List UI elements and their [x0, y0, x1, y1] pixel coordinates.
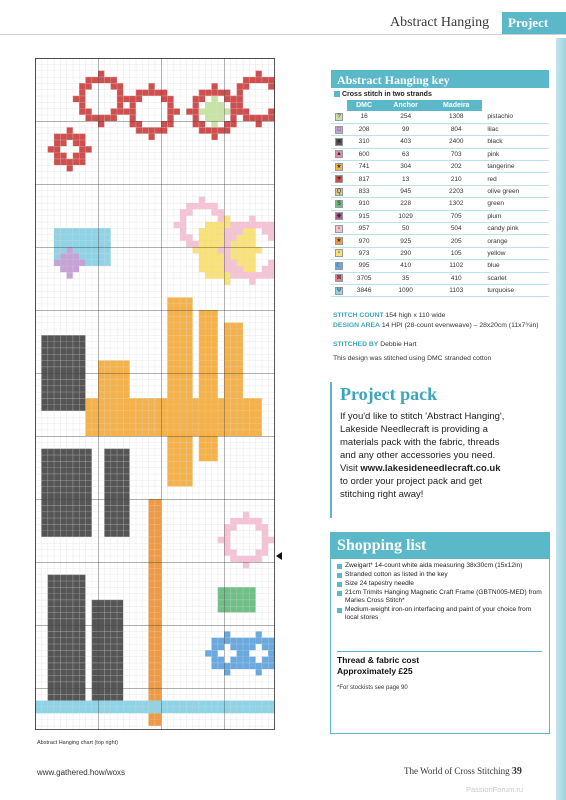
- thread-fabric-cost: [337, 655, 419, 677]
- key-madeira: 410: [430, 272, 482, 284]
- thread-swatch-icon: ☾: [336, 262, 342, 269]
- list-item: [337, 580, 542, 588]
- key-symbol: [331, 272, 347, 284]
- project-pack-intro: If you'd like to stitch 'Abstract Hanging', Lakeside Needlecraft is providing a materials pack with the fabric, threads and any other accessories you need. Visit: [340, 411, 505, 474]
- header-divider: [0, 34, 566, 35]
- design-area-value: 14 HPI (28-count evenweave) – 28x20cm (11x7¾in): [381, 322, 539, 329]
- project-pack-outro: to order your project pack and get stitching right away!: [340, 476, 483, 500]
- thread-swatch-icon: ⊠: [336, 275, 342, 282]
- thread-swatch-icon: ▲: [336, 151, 342, 158]
- key-madeira: 804: [430, 123, 482, 135]
- key-colour-name: pistachio: [482, 111, 549, 123]
- key-anchor: 254: [381, 111, 430, 123]
- key-dmc: 833: [347, 185, 381, 197]
- key-anchor: 35: [381, 272, 430, 284]
- key-symbol: [331, 123, 347, 135]
- key-dmc: 741: [347, 161, 381, 173]
- key-colour-name: black: [482, 136, 549, 148]
- key-madeira: 705: [430, 210, 482, 222]
- key-symbol: [331, 284, 347, 296]
- key-anchor: 410: [381, 260, 430, 272]
- key-header-madeira: Madeira: [430, 100, 482, 111]
- key-dmc: 208: [347, 123, 381, 135]
- key-colour-name: yellow: [482, 247, 549, 259]
- key-anchor: 228: [381, 198, 430, 210]
- center-marker-arrow: [276, 552, 282, 560]
- design-area: [333, 321, 553, 330]
- key-row: [331, 185, 549, 197]
- thread-swatch-icon: ★: [336, 238, 342, 245]
- thread-swatch-icon: ?: [335, 113, 343, 121]
- stitched-by-label: STITCHED BY: [333, 341, 379, 348]
- key-symbol: [331, 198, 347, 210]
- key-colour-name: scarlet: [482, 272, 549, 284]
- key-row: [331, 198, 549, 210]
- key-colour-name: olive green: [482, 185, 549, 197]
- footer-magazine: [404, 766, 522, 777]
- list-item-text: Stranded cotton as listed in the key: [345, 570, 448, 578]
- key-madeira: 2400: [430, 136, 482, 148]
- key-dmc: 310: [347, 136, 381, 148]
- section-title: Abstract Hanging: [390, 15, 490, 30]
- chart-grid: [35, 58, 275, 730]
- thread-swatch-icon: ■: [335, 138, 343, 146]
- key-table: [331, 100, 549, 297]
- thread-swatch-icon: ★: [336, 163, 342, 170]
- key-dmc: 817: [347, 173, 381, 185]
- key-row: [331, 260, 549, 272]
- key-row: [331, 173, 549, 185]
- key-colour-name: pink: [482, 148, 549, 160]
- key-colour-name: lilac: [482, 123, 549, 135]
- key-symbol: [331, 235, 347, 247]
- key-dmc: 16: [347, 111, 381, 123]
- key-colour-name: green: [482, 198, 549, 210]
- key-madeira: 105: [430, 247, 482, 259]
- key-header-name: [482, 100, 549, 111]
- key-madeira: 703: [430, 148, 482, 160]
- cost-label: Thread & fabric cost: [337, 655, 420, 665]
- key-madeira: 202: [430, 161, 482, 173]
- thread-swatch-icon: Q: [336, 188, 342, 195]
- key-madeira: 1308: [430, 111, 482, 123]
- key-colour-name: candy pink: [482, 223, 549, 235]
- thread-swatch-icon: ◆: [336, 213, 342, 220]
- watermark: PassionForum.ru: [466, 785, 524, 794]
- key-row: [331, 210, 549, 222]
- key-symbol: [331, 111, 347, 123]
- thread-swatch-icon: Ψ: [336, 287, 342, 294]
- key-anchor: 304: [381, 161, 430, 173]
- stitch-count: [333, 311, 553, 320]
- key-row: [331, 235, 549, 247]
- key-symbol: [331, 260, 347, 272]
- key-colour-name: plum: [482, 210, 549, 222]
- key-colour-name: turquoise: [482, 284, 549, 296]
- key-symbol: [331, 148, 347, 160]
- key-row: [331, 161, 549, 173]
- list-item-text: Size 24 tapestry needle: [345, 579, 414, 587]
- key-anchor: 63: [381, 148, 430, 160]
- key-subtitle-text: Cross stitch in two strands: [342, 91, 432, 98]
- key-colour-name: orange: [482, 235, 549, 247]
- thread-swatch-icon: □: [335, 126, 343, 134]
- project-pack-title: Project pack: [340, 384, 438, 404]
- key-madeira: 504: [430, 223, 482, 235]
- bullet-square-icon: [334, 91, 340, 97]
- key-anchor: 403: [381, 136, 430, 148]
- checkbox-square-icon: [337, 608, 342, 613]
- key-anchor: 1090: [381, 284, 430, 296]
- key-header-dmc: DMC: [347, 100, 381, 111]
- thread-swatch-icon: ♀: [336, 250, 342, 257]
- key-anchor: 290: [381, 247, 430, 259]
- thread-swatch-icon: ♥: [335, 175, 343, 183]
- key-symbol: [331, 223, 347, 235]
- cost-divider: [337, 651, 542, 652]
- key-madeira: 1102: [430, 260, 482, 272]
- key-dmc: 3846: [347, 284, 381, 296]
- key-symbol: [331, 136, 347, 148]
- key-row: [331, 148, 549, 160]
- key-symbol: [331, 173, 347, 185]
- key-colour-name: blue: [482, 260, 549, 272]
- key-dmc: 600: [347, 148, 381, 160]
- key-row: [331, 136, 549, 148]
- checkbox-square-icon: [337, 573, 342, 578]
- key-row: [331, 272, 549, 284]
- key-symbol: [331, 185, 347, 197]
- checkbox-square-icon: [337, 591, 342, 596]
- key-row: [331, 284, 549, 296]
- key-dmc: 915: [347, 210, 381, 222]
- magazine-name: The World of Cross Stitching: [404, 766, 510, 776]
- key-dmc: 910: [347, 198, 381, 210]
- key-symbol: [331, 247, 347, 259]
- key-madeira: 1103: [430, 284, 482, 296]
- key-madeira: 1302: [430, 198, 482, 210]
- key-dmc: 3705: [347, 272, 381, 284]
- key-dmc: 970: [347, 235, 381, 247]
- shopping-list: [337, 562, 542, 623]
- key-row: [331, 223, 549, 235]
- cross-stitch-chart: [35, 58, 275, 730]
- chart-caption: Abstract Hanging chart (top right): [37, 740, 119, 746]
- key-anchor: 925: [381, 235, 430, 247]
- stitched-by-value: Debbie Hart: [380, 341, 417, 348]
- key-anchor: 50: [381, 223, 430, 235]
- key-dmc: 973: [347, 247, 381, 259]
- key-note: This design was stitched using DMC stranded cotton: [333, 355, 492, 362]
- key-anchor: 1029: [381, 210, 430, 222]
- key-anchor: 945: [381, 185, 430, 197]
- thread-swatch-icon: $: [335, 200, 343, 208]
- key-header-anchor: Anchor: [381, 100, 430, 111]
- key-anchor: 99: [381, 123, 430, 135]
- key-colour-name: tangerine: [482, 161, 549, 173]
- project-pack-rule: [330, 382, 332, 518]
- list-item-text: 21cm Trimits Hanging Magnetic Craft Frame (GBTN005-MED) from Maries Cross Stitch*: [345, 588, 542, 605]
- key-symbol: [331, 161, 347, 173]
- list-item: [337, 589, 542, 606]
- thread-key: [331, 70, 549, 297]
- stitched-by: [333, 340, 553, 349]
- list-item-text: Zweigart* 14-count white aida measuring 38x30cm (15x12in): [345, 562, 523, 569]
- cost-value: Approximately £25: [337, 666, 413, 676]
- page-number: 39: [511, 766, 522, 777]
- list-item-text: Medium-weight iron-on interfacing and paint of your choice from local stores: [345, 606, 532, 622]
- project-pack-text: [340, 410, 505, 501]
- checkbox-square-icon: [337, 564, 342, 569]
- key-colour-name: red: [482, 173, 549, 185]
- list-item: [337, 571, 542, 579]
- key-header-symbol: [331, 100, 347, 111]
- thread-swatch-icon: ♀: [336, 225, 342, 232]
- list-item: [337, 562, 542, 570]
- project-tab: Project: [502, 12, 566, 34]
- footer-url[interactable]: www.gathered.how/woxs: [37, 768, 126, 777]
- key-madeira: 210: [430, 173, 482, 185]
- key-subtitle: [331, 88, 549, 100]
- key-row: [331, 111, 549, 123]
- key-madeira: 205: [430, 235, 482, 247]
- checkbox-square-icon: [337, 582, 342, 587]
- key-row: [331, 247, 549, 259]
- design-area-label: DESIGN AREA: [333, 322, 380, 329]
- shopping-list-title: Shopping list: [337, 537, 427, 554]
- key-symbol: [331, 210, 347, 222]
- list-item: [337, 606, 542, 623]
- stitch-count-value: 154 high x 110 wide: [385, 312, 446, 319]
- stockists-note: *For stockists see page 90: [337, 685, 408, 691]
- key-dmc: 957: [347, 223, 381, 235]
- key-anchor: 13: [381, 173, 430, 185]
- key-row: [331, 123, 549, 135]
- stitch-count-label: STITCH COUNT: [333, 312, 384, 319]
- page-edge-strip: [556, 38, 566, 800]
- key-madeira: 2203: [430, 185, 482, 197]
- key-dmc: 995: [347, 260, 381, 272]
- key-title: Abstract Hanging key: [331, 70, 549, 88]
- project-pack-link[interactable]: www.lakesideneedlecraft.co.uk: [360, 463, 501, 474]
